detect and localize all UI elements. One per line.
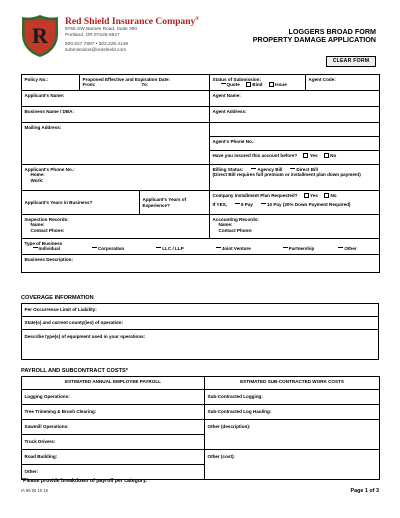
type-of-business: Type of Business Individual Corporation LLC / LLP Joint Venture Partnership Other	[22, 239, 380, 255]
truck-drivers-field[interactable]: Truck Drivers:	[22, 435, 205, 450]
insured-before-question: Have you insured this account before? Yes No	[210, 151, 380, 165]
company-address-2: Portland, OR 97225-6627	[65, 33, 120, 39]
years-of-experience-field[interactable]: Applicant's Years of Experience?	[140, 191, 210, 215]
billing-status: Billing Status: Agency Bill Direct Bill (Direct Bill requires full premium or installment plan down payment)	[210, 165, 380, 191]
insured-yes-checkbox[interactable]	[303, 153, 308, 158]
agent-address-continued[interactable]	[210, 123, 380, 137]
proposed-dates-field[interactable]: Proposed Effective and Expiration Date: From: To:	[80, 75, 210, 91]
other-description-field[interactable]: Other (description):	[205, 420, 380, 450]
other-cost-field[interactable]: Other (cost):	[205, 450, 380, 480]
subcontracted-costs-header: ESTIMATED SUB-CONTRACTED WORK COSTS	[205, 377, 380, 390]
individual-radio[interactable]	[33, 247, 38, 250]
per-occurrence-limit-field[interactable]: Per Occurrence Limit of Liability:	[22, 304, 379, 317]
agent-phone-field[interactable]: Agent's Phone No.:	[210, 137, 380, 151]
agency-bill-radio[interactable]	[251, 168, 256, 171]
policy-no-field[interactable]: Policy No.:	[22, 75, 80, 91]
sub-log-hauling-field[interactable]: Sub-Contracted Log Hauling:	[205, 405, 380, 420]
joint-venture-radio[interactable]	[216, 247, 221, 250]
company-block	[65, 14, 199, 54]
road-building-field[interactable]: Road Building:	[22, 450, 205, 465]
equipment-description-field[interactable]: Describe type(s) of equipment used in your operations:	[22, 330, 379, 360]
eight-pay-radio[interactable]	[235, 203, 240, 206]
applicant-phone-field[interactable]: Applicant's Phone No.: Home: Work:	[22, 165, 210, 191]
status-of-submission: Status of Submission: Quote Bind Issue	[210, 75, 306, 91]
logging-operations-field[interactable]: Logging Operations:	[22, 390, 205, 405]
form-title: LOGGERS BROAD FORM PROPERTY DAMAGE APPLICATION	[252, 27, 376, 45]
ten-pay-radio[interactable]	[261, 203, 266, 206]
bind-checkbox[interactable]	[246, 82, 251, 87]
partnership-radio[interactable]	[283, 247, 288, 250]
states-counties-field[interactable]: State(s) and current county(ies) of operation:	[22, 317, 379, 330]
page-number: Page 1 of 3	[350, 488, 379, 494]
svg-text:R: R	[32, 23, 48, 48]
installment-plan: Company Installment Plan Requested? Yes No If YES, 8 Pay 10 Pay (20% Down Payment Required)	[210, 191, 380, 215]
red-shield-logo	[21, 14, 59, 58]
business-name-field[interactable]: Business Name / DBA:	[22, 107, 210, 123]
quote-radio[interactable]	[221, 83, 226, 86]
applicant-name-field[interactable]: Applicant's Name:	[22, 91, 210, 107]
llc-radio[interactable]	[156, 247, 161, 250]
company-address-1: 9755 SW Barnes Road, Suite 390	[65, 27, 137, 33]
payroll-table	[21, 376, 380, 480]
form-code: IA 95 00 10 15	[21, 488, 49, 493]
coverage-section-title: COVERAGE INFORMATION	[21, 295, 94, 301]
issue-checkbox[interactable]	[269, 82, 274, 87]
agent-code-field[interactable]: Agent Code:	[306, 75, 380, 91]
company-phone: 800.527.7897 • 503.226.4148	[65, 42, 129, 48]
sawmill-operations-field[interactable]: Sawmill Operations:	[22, 420, 205, 435]
installment-yes-checkbox[interactable]	[304, 193, 309, 198]
other-payroll-field[interactable]: Other:	[22, 465, 205, 480]
mailing-address-field[interactable]: Mailing Address:	[22, 123, 210, 165]
installment-no-checkbox[interactable]	[324, 193, 329, 198]
tree-trimming-field[interactable]: Tree Trimming & Brush Clearing:	[22, 405, 205, 420]
corporation-radio[interactable]	[92, 247, 97, 250]
company-email[interactable]: submissions@redshield.com	[65, 48, 127, 54]
insured-no-checkbox[interactable]	[324, 153, 329, 158]
other-radio[interactable]	[338, 247, 343, 250]
company-name: Red Shield Insurance Company®	[65, 16, 200, 28]
direct-bill-radio[interactable]	[290, 168, 295, 171]
sub-logging-field[interactable]: Sub-Contracted Logging:	[205, 390, 380, 405]
accounting-records-field[interactable]: Accounting Records: Name: Contact Phone:	[210, 215, 380, 239]
agent-name-field[interactable]: Agent Name:	[210, 91, 380, 107]
clear-form-button[interactable]: CLEAR FORM	[326, 56, 376, 67]
inspection-records-field[interactable]: Inspection Records: Name: Contact Phone:	[22, 215, 210, 239]
applicant-info-table	[21, 74, 380, 273]
coverage-table	[21, 303, 379, 360]
payroll-footnote: *Please provide breakdown of payroll per category.	[21, 478, 147, 484]
agent-address-field[interactable]: Agent Address:	[210, 107, 380, 123]
employee-payroll-header: ESTIMATED ANNUAL EMPLOYEE PAYROLL	[22, 377, 205, 390]
payroll-section-title: PAYROLL AND SUBCONTRACT COSTS*	[21, 368, 128, 374]
direct-bill-note: (Direct Bill requires full premium or installment plan down payment)	[212, 172, 361, 178]
business-description-field[interactable]: Business Description:	[22, 255, 380, 273]
years-in-business-field[interactable]: Applicant's Years in Business?	[22, 191, 140, 215]
